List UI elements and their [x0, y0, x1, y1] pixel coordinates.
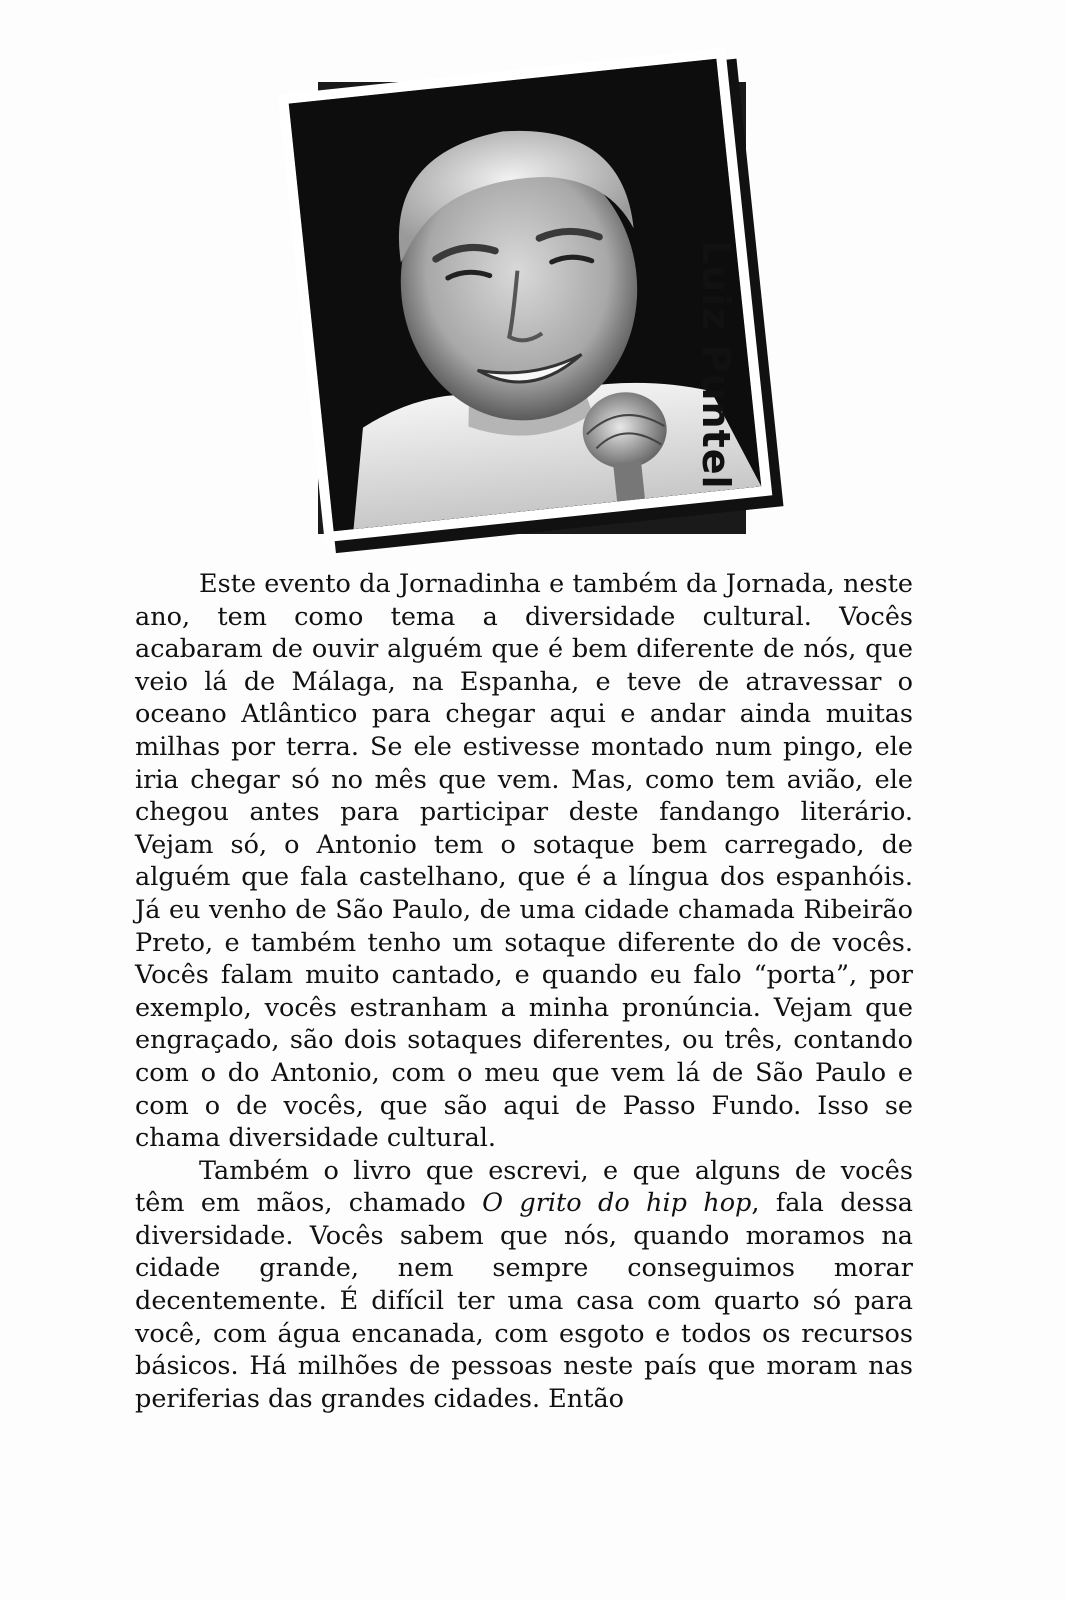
book-title: O grito do hip hop: [482, 1188, 752, 1219]
body-text: [135, 568, 913, 1415]
paragraph-text: , fala dessa diversidade. Vocês sabem que nós, quando moramos na cidade grande, nem sempre conseguimos morar decentemente. É difícil ter uma casa com quarto só para você, com água encanada, com esgoto e todos os recursos básicos. Há milhões de pessoas neste país que moram nas periferias das grandes cidades. Então: [135, 1188, 913, 1414]
paragraph: Este evento da Jornadinha e também da Jornada, neste ano, tem como tema a diversidade cultural. Vocês acabaram de ouvir alguém que é bem diferente de nós, que veio lá de Málaga, na Espanha, e teve de atravessar o oceano Atlântico para chegar aqui e andar ainda muitas milhas por terra. Se ele estivesse montado num pingo, ele iria chegar só no mês que vem. Mas, como tem avião, ele chegou antes para participar deste fandango literário. Vejam só, o Antonio tem o sotaque bem carregado, de alguém que fala castelhano, que é a língua dos espanhóis. Já eu venho de São Paulo, de uma cidade chamada Ribeirão Preto, e também tenho um sotaque diferente do de vocês. Vocês falam muito cantado, e quando eu falo “porta”, por exemplo, vocês estranham a minha pronúncia. Vejam que engraçado, são dois sotaques diferentes, ou três, contando com o do Antonio, com o meu que vem lá de São Paulo e com o de vocês, que são aqui de Passo Fundo. Isso se chama diversidade cultural.: [135, 569, 913, 1154]
portrait-photo: [289, 59, 762, 532]
paragraph-text: Também o livro que escrevi, e que alguns de vocês têm em mãos, chamado: [135, 1155, 913, 1219]
paragraph: [135, 1155, 913, 1416]
photo-caption: Luiz Puntel: [694, 240, 738, 490]
